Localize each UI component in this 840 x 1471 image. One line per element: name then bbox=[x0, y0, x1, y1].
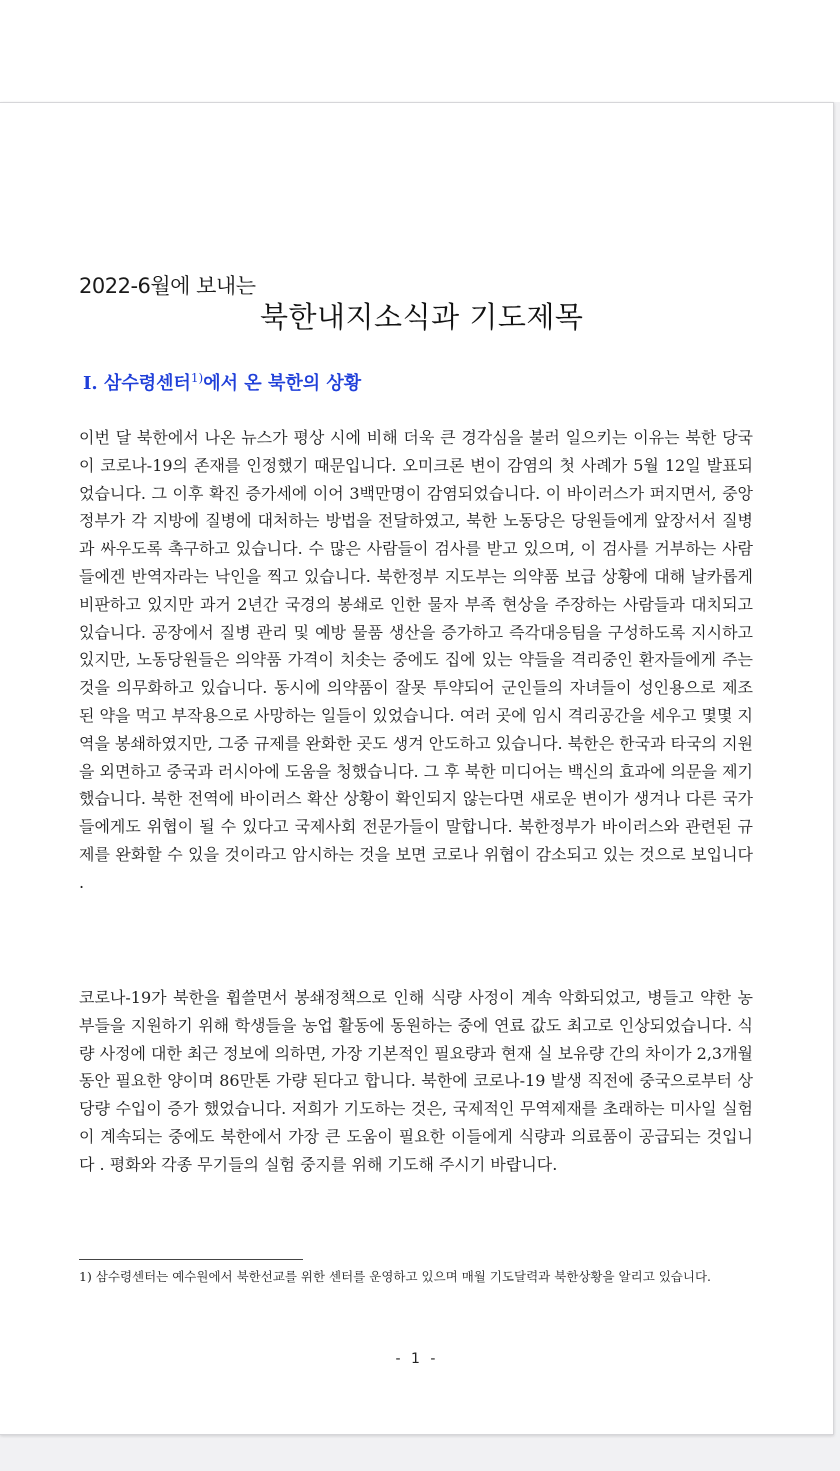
section-heading bbox=[83, 369, 361, 395]
page-number: - 1 - bbox=[395, 1351, 439, 1367]
footnote-divider bbox=[79, 1259, 303, 1260]
document-page bbox=[0, 102, 834, 1435]
section-number: Ⅰ. bbox=[83, 373, 98, 394]
footnote: 1) 삼수령센터는 예수원에서 북한선교를 위한 센터를 운영하고 있으며 매월 기도달력과 북한상황을 알리고 있습니다. bbox=[79, 1269, 712, 1284]
viewer-top-area bbox=[0, 0, 840, 102]
section-heading-text-rest: 에서 온 북한의 상황 bbox=[203, 373, 362, 394]
footnote-reference[interactable]: 1) bbox=[190, 371, 204, 385]
section-heading-text: 삼수령센터 bbox=[103, 373, 191, 394]
document-subtitle: 2022-6월에 보내는 bbox=[79, 274, 256, 298]
body-paragraph: 이번 달 북한에서 나온 뉴스가 평상 시에 비해 더욱 큰 경각심을 불러 일으키는 이유는 북한 당국이 코로나-19의 존재를 인정했기 때문입니다. 오미크론 변이 감염의 첫 사례가 5월 12일 발표되었습니다. 그 이후 확진 증가세에 이어 3백만명이 감염되었습니다. 이 바이러스가 퍼지면서, 중앙정부가 각 지방에 질병에 대처하는 방법을 전달하였고, 북한 노동당은 당원들에게 앞장서서 질병과 싸우도록 촉구하고 있습니다. 수 많은 사람들이 검사를 받고 있으며, 이 검사를 거부하는 사람들에겐 반역자라는 낙인을 찍고 있습니다. 북한정부 지도부는 의약품 보급 상황에 대해 날카롭게 비판하고 있지만 과거 2년간 국경의 봉쇄로 인한 물자 부족 현상을 주장하는 사람들과 대치되고 있습니다. 공장에서 질병 관리 및 예방 물품 생산을 증가하고 즉각대응팀을 구성하도록 지시하고 있지만, 노동당원들은 의약품 가격이 치솟는 중에도 집에 있는 약들을 격리중인 환자들에게 주는 것을 의무화하고 있습니다. 동시에 의약품이 잘못 투약되어 군인들의 자녀들이 성인용으로 제조된 약을 먹고 부작용으로 사망하는 일들이 있었습니다. 여러 곳에 임시 격리공간을 세우고 몇몇 지역을 봉쇄하였지만, 그중 규제를 완화한 곳도 생겨 안도하고 있습니다. 북한은 한국과 타국의 지원을 외면하고 중국과 러시아에 도움을 청했습니다. 그 후 북한 미디어는 백신의 효과에 의문을 제기했습니다. 북한 전역에 바이러스 확산 상황이 확인되지 않는다면 새로운 변이가 생겨나 다른 국가들에게도 위협이 될 수 있다고 국제사회 전문가들이 말합니다. 북한정부가 바이러스와 관련된 규제를 완화할 수 있을 것이라고 암시하는 것을 보면 코로나 위협이 감소되고 있는 것으로 보입니다 . bbox=[79, 428, 753, 892]
body-paragraph: 코로나-19가 북한을 휩쓸면서 봉쇄정책으로 인해 식량 사정이 계속 악화되었고, 병들고 약한 농부들을 지원하기 위해 학생들을 농업 활동에 동원하는 중에 연료 값도 최고로 인상되었습니다. 식량 사정에 대한 최근 정보에 의하면, 가장 기본적인 필요량과 현재 실 보유량 간의 차이가 2,3개월 동안 필요한 양이며 86만톤 가량 된다고 합니다. 북한에 코로나-19 발생 직전에 중국으로부터 상당량 수입이 증가 했었습니다. 저희가 기도하는 것은, 국제적인 무역제재를 초래하는 미사일 실험이 계속되는 중에도 북한에서 가장 큰 도움이 필요한 이들에게 식량과 의료품이 공급되는 것입니다 . 평화와 각종 무기들의 실험 중지를 위해 기도해 주시기 바랍니다. bbox=[79, 988, 753, 1174]
document-title: 북한내지소식과 기도제목 bbox=[260, 300, 584, 334]
